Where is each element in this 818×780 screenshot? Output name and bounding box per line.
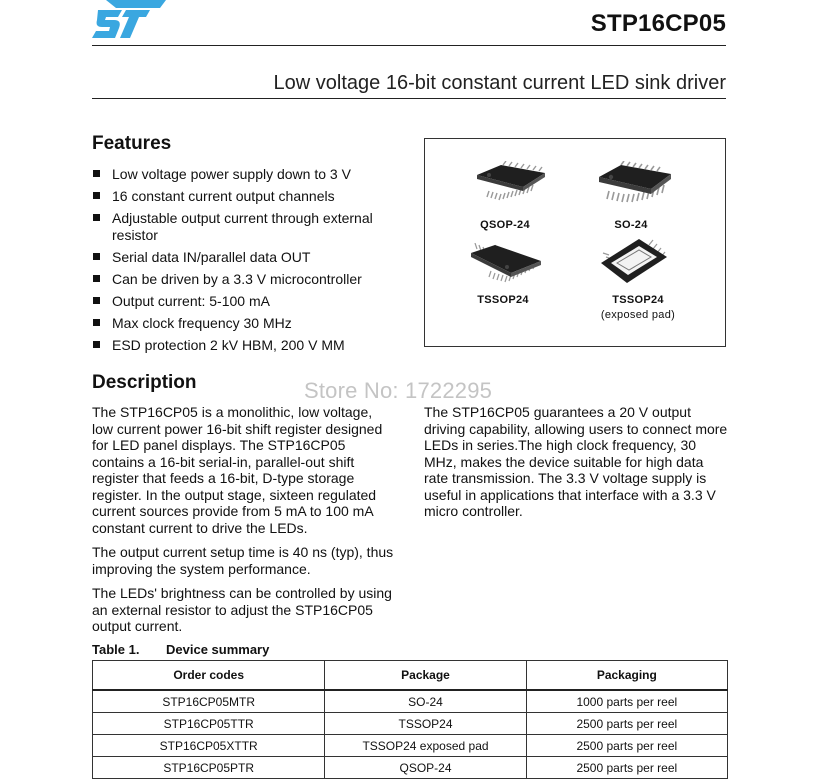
packaging-cell: 2500 parts per reel: [526, 757, 727, 779]
bullet-icon: [93, 319, 100, 326]
description-heading: Description: [92, 372, 197, 393]
part-number: STP16CP05: [590, 10, 726, 37]
features-list: [92, 166, 392, 359]
table-caption-number: Table 1.: [92, 642, 140, 657]
package-sublabel-exposed-pad: (exposed pad): [600, 309, 676, 321]
order-code-cell: STP16CP05TTR: [93, 713, 325, 735]
description-paragraph: The LEDs' brightness can be controlled by using an external resistor to adjust the STP16CP05 output current.: [92, 585, 392, 634]
package-cell: TSSOP24 exposed pad: [325, 735, 526, 757]
order-code-cell: STP16CP05XTTR: [93, 735, 325, 757]
feature-item: Serial data IN/parallel data OUT: [92, 249, 392, 266]
feature-item: Low voltage power supply down to 3 V: [92, 166, 392, 183]
tssop24-exposed-pad-chip-icon: [597, 237, 669, 285]
column-header-order-codes: Order codes: [93, 661, 325, 691]
packaging-cell: 1000 parts per reel: [526, 690, 727, 713]
header-divider: [92, 45, 726, 46]
order-code-cell: STP16CP05MTR: [93, 690, 325, 713]
package-label-so24: SO-24: [614, 219, 648, 231]
package-cell: QSOP-24: [325, 757, 526, 779]
package-cell: SO-24: [325, 690, 526, 713]
column-header-package: Package: [325, 661, 526, 691]
st-logo-icon: [92, 0, 172, 40]
package-cell: TSSOP24: [325, 713, 526, 735]
feature-item: Adjustable output current through external resistor: [92, 210, 392, 244]
package-label-qsop24: QSOP-24: [480, 219, 530, 231]
description-paragraph: The STP16CP05 guarantees a 20 V output driving capability, allowing users to connect more LEDs in series.The high clock frequency, 30 MHz, makes the device suitable for high data rate transmission. The 3.3 V voltage supply is useful in applications that interface with a 3.3 V micro controller.: [424, 404, 728, 519]
table-row: [93, 690, 728, 713]
description-left-column: [92, 404, 397, 643]
qsop24-chip-icon: [473, 161, 549, 201]
device-summary-table: [92, 660, 728, 779]
store-watermark: Store No: 1722295: [304, 378, 493, 403]
features-heading: Features: [92, 133, 172, 154]
bullet-icon: [93, 214, 100, 221]
bullet-icon: [93, 297, 100, 304]
tssop24-chip-icon: [467, 243, 545, 287]
document-subtitle: Low voltage 16-bit constant current LED sink driver: [273, 72, 726, 94]
table-row: [93, 735, 728, 757]
bullet-icon: [93, 192, 100, 199]
description-right-column: [424, 404, 729, 528]
description-paragraph: The output current setup time is 40 ns (typ), thus improving the system performance.: [92, 544, 394, 577]
feature-item: Output current: 5-100 mA: [92, 293, 392, 310]
feature-item: Max clock frequency 30 MHz: [92, 315, 392, 332]
bullet-icon: [93, 170, 100, 177]
table-caption: [92, 642, 269, 657]
table-caption-title: Device summary: [166, 642, 270, 657]
so24-chip-icon: [597, 161, 675, 205]
table-row: [93, 713, 728, 735]
feature-item: Can be driven by a 3.3 V microcontroller: [92, 271, 392, 288]
package-label-tssop24: TSSOP24: [477, 294, 529, 306]
order-code-cell: STP16CP05PTR: [93, 757, 325, 779]
package-images-box: [424, 138, 726, 347]
table-row: [93, 757, 728, 779]
bullet-icon: [93, 341, 100, 348]
packaging-cell: 2500 parts per reel: [526, 735, 727, 757]
description-paragraph: The STP16CP05 is a monolithic, low voltage, low current power 16-bit shift register designed for LED panel displays. The STP16CP05 contains a 16-bit serial-in, parallel-out shift register that feeds a 16-bit, D-type storage register. In the output stage, sixteen regulated current sources provide from 5 mA to 100 mA constant current to drive the LEDs.: [92, 404, 383, 536]
package-label-tssop24-ep: TSSOP24: [612, 294, 664, 306]
table-header-row: [93, 661, 728, 691]
column-header-packaging: Packaging: [526, 661, 727, 691]
packaging-cell: 2500 parts per reel: [526, 713, 727, 735]
feature-item: ESD protection 2 kV HBM, 200 V MM: [92, 337, 392, 354]
bullet-icon: [93, 253, 100, 260]
subtitle-divider: [92, 98, 726, 99]
bullet-icon: [93, 275, 100, 282]
feature-item: 16 constant current output channels: [92, 188, 392, 205]
